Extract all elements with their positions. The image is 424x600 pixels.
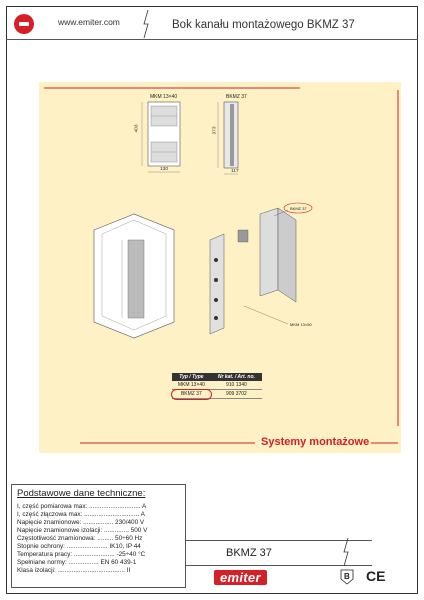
certification-b-icon	[340, 569, 354, 585]
tech-row: Częstotliwość znamionowa: ......... 50÷60 Hz	[17, 535, 143, 542]
tech-row: I, część złączowa max: ............................... A	[17, 511, 145, 518]
dim-mkm-width: 130	[160, 167, 169, 172]
table-header-type: Typ / Type	[172, 373, 211, 381]
emiter-logo-icon	[14, 14, 34, 34]
website-url[interactable]: www.emiter.com	[58, 17, 120, 27]
tech-row: Napięcie znamionowe izolacji: .............. 500 V	[17, 527, 148, 534]
tech-row: Spełniane normy: ................. EN 60 439-1	[17, 559, 137, 566]
technical-data-title: Podstawowe dane techniczne:	[17, 488, 146, 499]
front-views-drawing	[120, 90, 280, 180]
tech-row: I, część pomiarowa max: ............................. A	[17, 503, 147, 510]
label-bkmz: BKMZ 37	[226, 94, 247, 100]
brand-logo: emiter	[214, 570, 267, 585]
lightning-divider-icon	[340, 538, 352, 566]
page-title: Bok kanału montażowego BKMZ 37	[172, 19, 355, 31]
callout-mkm: MKM 13×50	[290, 322, 312, 327]
technical-data-box	[11, 484, 186, 588]
table-cell-artno: 909 3702	[211, 390, 262, 399]
table-row	[172, 390, 262, 399]
table-row	[172, 381, 262, 390]
table-cell-type: MKM 13×40	[172, 381, 211, 390]
svg-text:B: B	[344, 572, 350, 581]
table-cell-artno: 910 1340	[211, 381, 262, 390]
model-name: BKMZ 37	[226, 547, 272, 559]
ce-mark: CE	[366, 568, 386, 584]
tech-row: Stopnie ochrony: ....................... IK10, IP 44	[17, 543, 141, 550]
tech-row: Klasa izolacji: ...................................... II	[17, 567, 131, 574]
label-mkm: MKM 13×40	[150, 94, 178, 100]
tech-row: Temperatura pracy: ....................... -25÷40 °C	[17, 551, 146, 558]
dim-mkm-height: 403	[134, 124, 140, 133]
tech-row: Napięcie znamionowe: ................. 230/400 V	[17, 519, 145, 526]
header-divider	[6, 39, 418, 40]
callout-bkmz: BKMZ 37	[290, 206, 307, 211]
table-header-artno: Nr kat. / Art. no.	[211, 373, 262, 381]
isometric-drawing	[84, 200, 324, 340]
section-label: Systemy montażowe	[261, 436, 370, 448]
dim-bkmz-height: 373	[212, 126, 218, 135]
lightning-divider-icon	[140, 10, 152, 38]
table-cell-type: BKMZ 37	[172, 390, 211, 399]
dim-bkmz-width: 117	[231, 169, 239, 174]
product-table	[172, 373, 262, 399]
